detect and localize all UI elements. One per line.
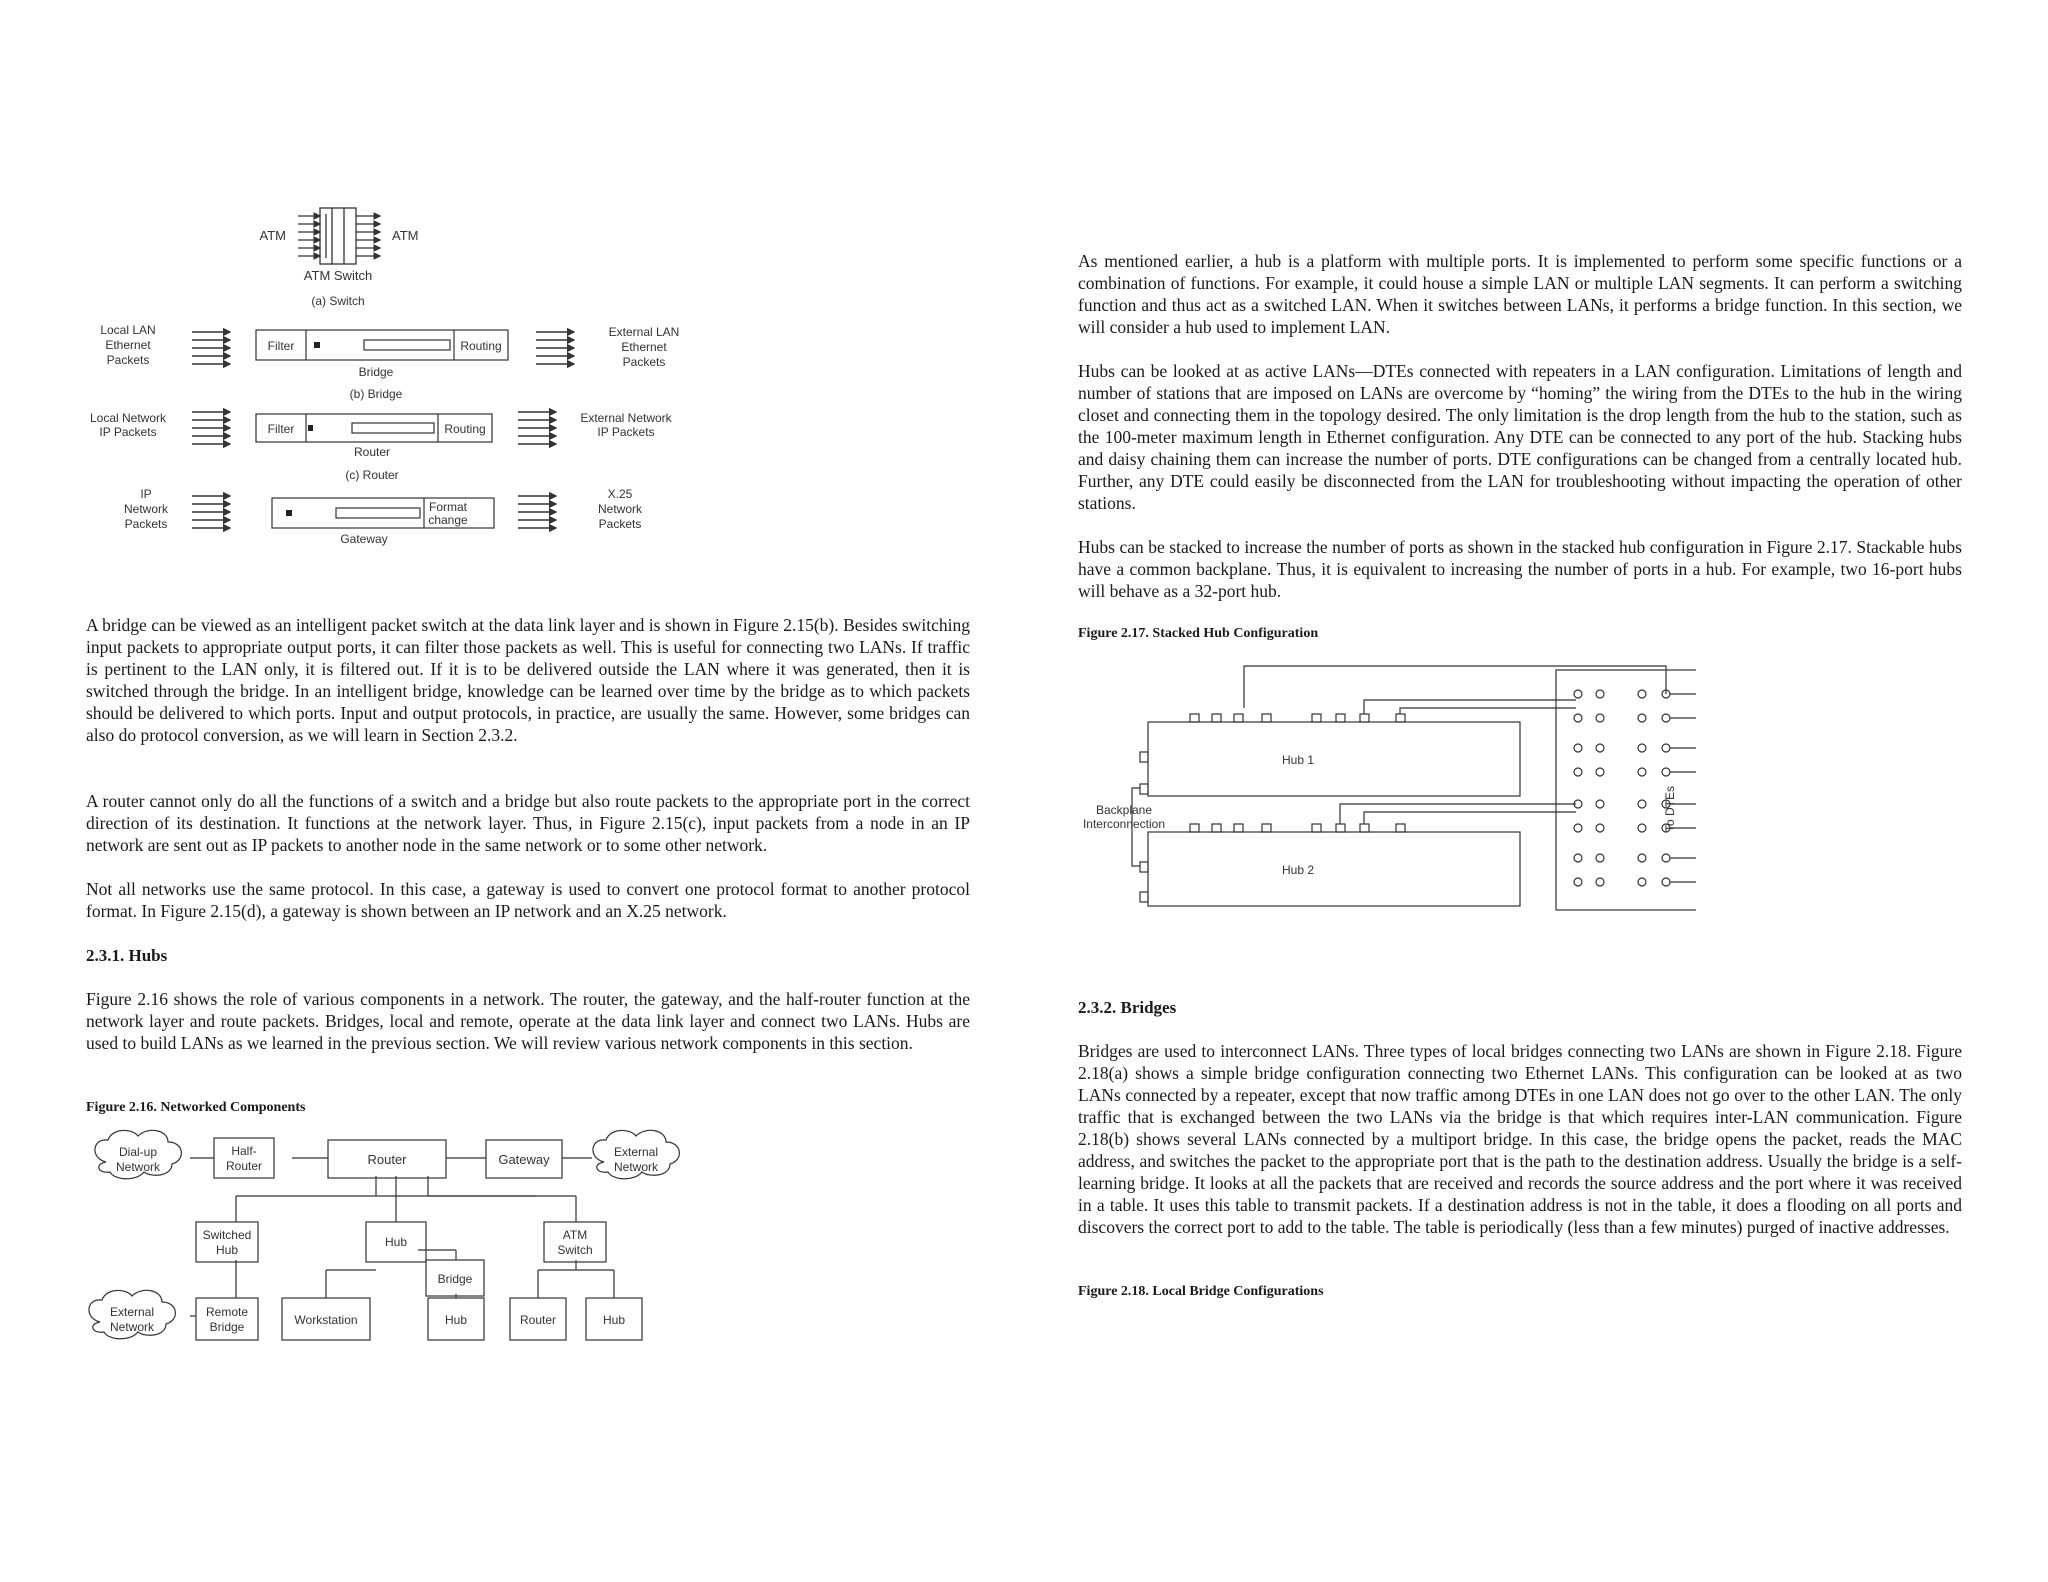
bridge-device-label: Bridge (358, 365, 394, 379)
right-paragraph-bridges: Bridges are used to interconnect LANs. Three types of local bridges connecting two LANs are shown in Figure 2.18. Figure 2.18(a) shows a simple bridge configuration connecting two Ethernet LANs. This configuration can be looked at as two LANs connected by a repeater, except that now traffic among DTEs in one LAN does not go over to the other LAN. The only traffic that is exchanged between the two LANs via the bridge is that which requires inter-LAN communication. Figure 2.18(b) shows several LANs connected by a multiport bridge. In this case, the bridge opens the packet, reads the MAC address, and switches the packet to the appropriate port that is the path to the destination address. Usually the bridge is a self-learning bridge. It looks at all the packets that are received and records the source address and the port where it was received in a table. It uses this table to transmit packets. If a destination address is not in the table, it does a flooding on all ports and discovers the correct port to add to the table. The table is periodically (less than a few minutes) purged of inactive addresses. (1078, 1041, 1962, 1237)
ext-net-2-label-1: External (109, 1305, 155, 1319)
hub-b-label: Hub (444, 1313, 468, 1327)
right-paragraph-hub-intro: As mentioned earlier, a hub is a platform with multiple ports. It is implemented to perform some specific functions or a combination of functions. For example, it could house a simple LAN or multiple LAN segments. It can perform a switching function and thus act as a switched LAN. When it switches between LANs, it performs a bridge function. In this section, we will consider a hub used to implement LAN. (1078, 251, 1962, 337)
bridge-out-label-1: External LAN (608, 325, 680, 339)
bridge-label: Bridge (437, 1272, 473, 1286)
gateway-in-label-2: Network (123, 502, 169, 516)
gateway-out-label-3: Packets (598, 517, 642, 531)
switched-hub-label-1: Switched (202, 1228, 252, 1242)
router-in-label-1: Local Network (89, 411, 167, 425)
workstation-label: Workstation (294, 1313, 358, 1327)
section-heading-hubs: 2.3.1. Hubs (86, 946, 168, 965)
dialup-label-1: Dial-up (118, 1145, 158, 1159)
router-filter-label: Filter (267, 422, 295, 436)
hub-1-box (1148, 722, 1520, 796)
bridge-out-label-2: Ethernet (621, 340, 667, 354)
remote-bridge-label-2: Bridge (209, 1320, 245, 1334)
hub-2-box (1148, 832, 1520, 906)
figure-2-16 (86, 1120, 706, 1360)
gateway-out-label-1: X.25 (607, 487, 633, 501)
left-paragraph-components: Figure 2.16 shows the role of various components in a network. The router, the gateway, and the half-router function at the network layer and route packets. Bridges, local and remote, operate at the data link layer and connect two LANs. Hubs are used to build LANs as we learned in the previous section. We will review various network components in this section. (86, 989, 970, 1053)
backplane-label-1: Backplane (1095, 803, 1153, 817)
hub-c-label: Hub (602, 1313, 626, 1327)
right-paragraph-stacking: Hubs can be stacked to increase the number of ports as shown in the stacked hub configuration in Figure 2.17. Stackable hubs have a common backplane. Thus, it is equivalent to increasing the number of ports in a hub. For example, two 16-port hubs will behave as a 32-port hub. (1078, 537, 1962, 601)
gateway-format-label-1: Format (428, 500, 468, 514)
figure-2-16-caption: Figure 2.16. Networked Components (86, 1100, 306, 1115)
gateway-device-label: Gateway (340, 532, 388, 546)
bridge-in-label-3: Packets (106, 353, 150, 367)
figure-2-15 (80, 200, 720, 560)
gateway-in-label-1: IP (140, 487, 152, 501)
router-routing-label: Routing (444, 422, 486, 436)
switch-out-label: ATM (392, 228, 419, 243)
hub-1-label: Hub 1 (1281, 753, 1315, 767)
dialup-label-2: Network (115, 1160, 161, 1174)
to-dtes-label: To DTEs (1663, 786, 1677, 833)
atm-switch-diagram (298, 208, 380, 264)
router-caption: (c) Router (345, 468, 399, 482)
router-out-label-2: IP Packets (597, 425, 655, 439)
bridge-in-label-1: Local LAN (100, 323, 156, 337)
half-router-label-1: Half- (231, 1144, 257, 1158)
switch-in-label: ATM (259, 228, 286, 243)
half-router-label-2: Router (225, 1159, 263, 1173)
bridge-routing-label: Routing (460, 339, 502, 353)
router-in-label-2: IP Packets (99, 425, 157, 439)
hub-2-label: Hub 2 (1281, 863, 1315, 877)
atm-switch-label-2: Switch (557, 1243, 593, 1257)
bridge-filter-label: Filter (267, 339, 295, 353)
switch-device-label: ATM Switch (303, 268, 373, 283)
bridge-caption: (b) Bridge (349, 387, 403, 401)
section-heading-bridges: 2.3.2. Bridges (1078, 998, 1177, 1017)
figure-2-17-caption: Figure 2.17. Stacked Hub Configuration (1078, 626, 1319, 641)
right-paragraph-active-lans: Hubs can be looked at as active LANs—DTEs connected with repeaters in a LAN configuration. Limitations of length and number of stations that are imposed on LANs are overcome by “homing” the wiring from the DTEs to the hub in the wiring closet and connecting them in the topology desired. The only limitation is the drop length from the hub to the station, such as the 100-meter maximum length in Ethernet configuration. Any DTE can be connected to any port of the hub. Stacking hubs and daisy chaining them can increase the number of ports. DTE configurations can be changed from a centrally located hub. Further, any DTE could easily be disconnected from the LAN for troubleshooting without impacting the operation of other stations. (1078, 361, 1962, 513)
router-out-label-1: External Network (580, 411, 672, 425)
gateway-in-label-3: Packets (124, 517, 168, 531)
router-label: Router (367, 1152, 407, 1167)
left-paragraph-router: A router cannot only do all the functions of a switch and a bridge but also route packets to the appropriate port in the correct direction of its destination. It functions at the network layer. Thus, in Figure 2.15(c), input packets from a node in an IP network are sent out as IP packets to another node in the same network or to some other network. (86, 791, 970, 855)
hub-label: Hub (384, 1235, 408, 1249)
ext-net-1-label-1: External (613, 1145, 659, 1159)
router-b-label: Router (519, 1313, 557, 1327)
ext-net-1-label-2: Network (613, 1160, 659, 1174)
switch-caption: (a) Switch (311, 294, 365, 308)
figure-2-17 (1076, 660, 1696, 920)
remote-bridge-label-1: Remote (205, 1305, 249, 1319)
gateway-out-label-2: Network (597, 502, 643, 516)
ext-net-2-label-2: Network (109, 1320, 155, 1334)
left-paragraph-bridge: A bridge can be viewed as an intelligent packet switch at the data link layer and is shown in Figure 2.15(b). Besides switching input packets to appropriate output ports, it can filter those packets as well. This is useful for connecting two LANs. If traffic is pertinent to the LAN only, it is filtered out. If it is to be delivered outside the LAN where it was generated, then it is switched through the bridge. In an intelligent bridge, knowledge can be learned over time by the bridge as to which packets should be delivered to which ports. Input and output protocols, in practice, are usually the same. However, some bridges can also do protocol conversion, as we will learn in Section 2.3.2. (86, 615, 970, 745)
router-device-label: Router (353, 445, 391, 459)
atm-switch-label-1: ATM (562, 1228, 588, 1242)
switched-hub-label-2: Hub (215, 1243, 239, 1257)
backplane-label-2: Interconnection (1082, 817, 1166, 831)
bridge-in-label-2: Ethernet (105, 338, 151, 352)
bridge-out-label-3: Packets (622, 355, 666, 369)
left-paragraph-gateway: Not all networks use the same protocol. In this case, a gateway is used to convert one protocol format to another protocol format. In Figure 2.15(d), a gateway is shown between an IP network and an X.25 network. (86, 879, 970, 921)
figure-2-18-caption: Figure 2.18. Local Bridge Configurations (1078, 1284, 1324, 1299)
gateway-format-label-2: change (428, 513, 468, 527)
gateway-label: Gateway (498, 1152, 550, 1167)
